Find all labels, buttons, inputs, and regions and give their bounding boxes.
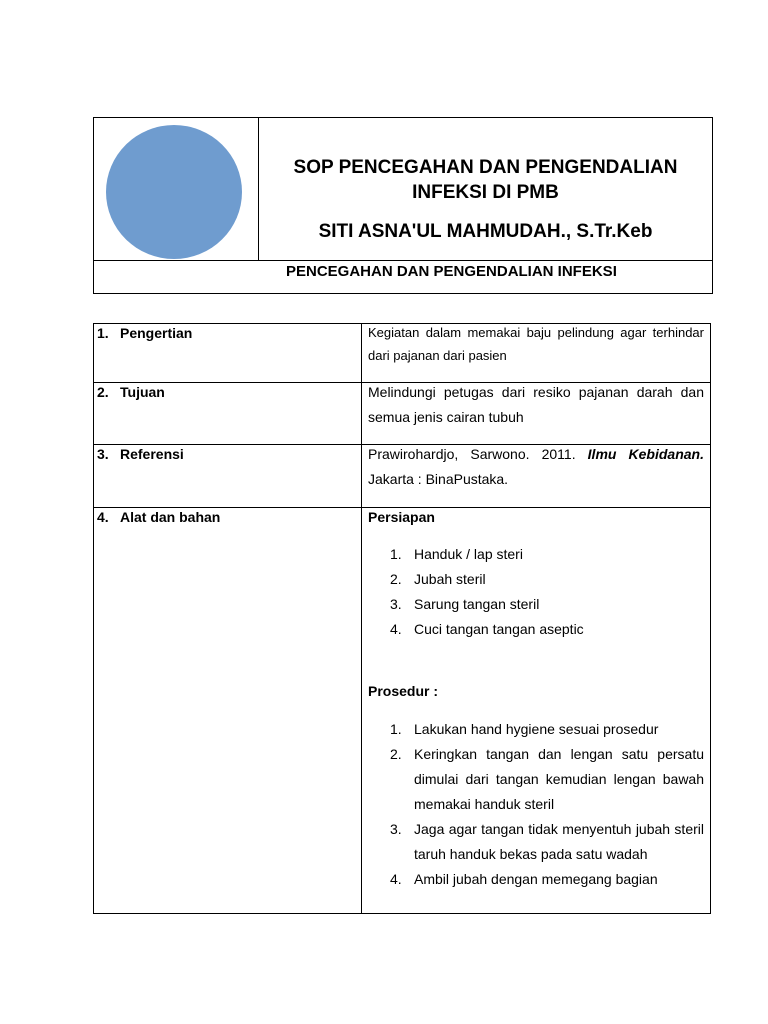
list-item-number: 3. xyxy=(390,821,402,837)
list-item-number: 1. xyxy=(390,546,402,562)
list-item-number: 2. xyxy=(390,571,402,587)
prosedur-list xyxy=(368,717,704,892)
list-item-number: 1. xyxy=(390,721,402,737)
table-row-tujuan xyxy=(94,382,710,444)
list-item xyxy=(368,742,704,817)
list-item xyxy=(368,617,704,642)
list-item-text: Jaga agar tangan tidak menyentuh jubah steril taruh handuk bekas pada satu wadah xyxy=(414,821,704,862)
table-row-referensi xyxy=(94,444,710,507)
row-label-text: Referensi xyxy=(120,446,184,462)
author-name: SITI ASNA'UL MAHMUDAH., S.Tr.Keb xyxy=(318,221,653,242)
list-item xyxy=(368,817,704,867)
list-item-number: 3. xyxy=(390,596,402,612)
reference-author: Prawirohardjo, Sarwono. 2011. xyxy=(368,446,588,462)
list-item-number: 2. xyxy=(390,746,402,762)
reference-publisher: Jakarta : BinaPustaka. xyxy=(368,471,509,487)
row-number: 1. xyxy=(97,325,109,341)
subtitle-row xyxy=(94,260,712,293)
row-label xyxy=(97,384,165,401)
row-label-text: Pengertian xyxy=(120,325,193,341)
row-label-text: Alat dan bahan xyxy=(120,509,221,525)
column-divider xyxy=(361,383,362,444)
list-item-text: Keringkan tangan dan lengan satu persatu dimulai dari tangan kemudian lengan bawah memakai handuk steril xyxy=(414,746,704,812)
prosedur-heading: Prosedur : xyxy=(368,683,439,699)
row-content xyxy=(368,507,704,892)
logo-circle xyxy=(106,125,242,259)
sop-table xyxy=(93,323,711,914)
row-label-text: Tujuan xyxy=(120,384,165,400)
list-item-text: Ambil jubah dengan memegang bagian xyxy=(414,871,658,887)
list-item xyxy=(368,867,704,892)
list-item-text: Sarung tangan steril xyxy=(414,596,540,612)
column-divider xyxy=(361,445,362,507)
list-item-text: Lakukan hand hygiene sesuai prosedur xyxy=(414,721,659,737)
list-item-number: 4. xyxy=(390,871,402,887)
title-cell xyxy=(259,118,712,260)
list-item-text: Jubah steril xyxy=(414,571,486,587)
table-row-alat-dan-bahan xyxy=(94,507,710,913)
row-label xyxy=(97,325,192,342)
row-number: 3. xyxy=(97,446,109,462)
sop-header xyxy=(93,117,713,294)
list-item-text: Cuci tangan tangan aseptic xyxy=(414,621,584,637)
list-item-number: 4. xyxy=(390,621,402,637)
row-label xyxy=(97,446,184,463)
row-label xyxy=(97,509,220,526)
list-item xyxy=(368,542,704,567)
logo-cell xyxy=(94,118,259,260)
persiapan-list xyxy=(368,542,704,642)
row-content xyxy=(368,442,704,492)
document-subtitle: PENCEGAHAN DAN PENGENDALIAN INFEKSI xyxy=(286,263,617,280)
row-number: 4. xyxy=(97,509,109,525)
reference-book-title: Ilmu Kebidanan. xyxy=(587,446,704,462)
column-divider xyxy=(361,508,362,913)
list-item xyxy=(368,592,704,617)
list-item-text: Handuk / lap steri xyxy=(414,546,523,562)
list-item xyxy=(368,567,704,592)
persiapan-heading: Persiapan xyxy=(368,509,435,525)
table-row-pengertian xyxy=(94,324,710,382)
row-content: Melindungi petugas dari resiko pajanan darah dan semua jenis cairan tubuh xyxy=(368,384,704,425)
list-item xyxy=(368,717,704,742)
document-title: SOP PENCEGAHAN DAN PENGENDALIAN INFEKSI DI PMB xyxy=(293,157,678,203)
row-content: Kegiatan dalam memakai baju pelindung agar terhindar dari pajanan dari pasien xyxy=(368,325,704,363)
row-number: 2. xyxy=(97,384,109,400)
column-divider xyxy=(361,324,362,382)
